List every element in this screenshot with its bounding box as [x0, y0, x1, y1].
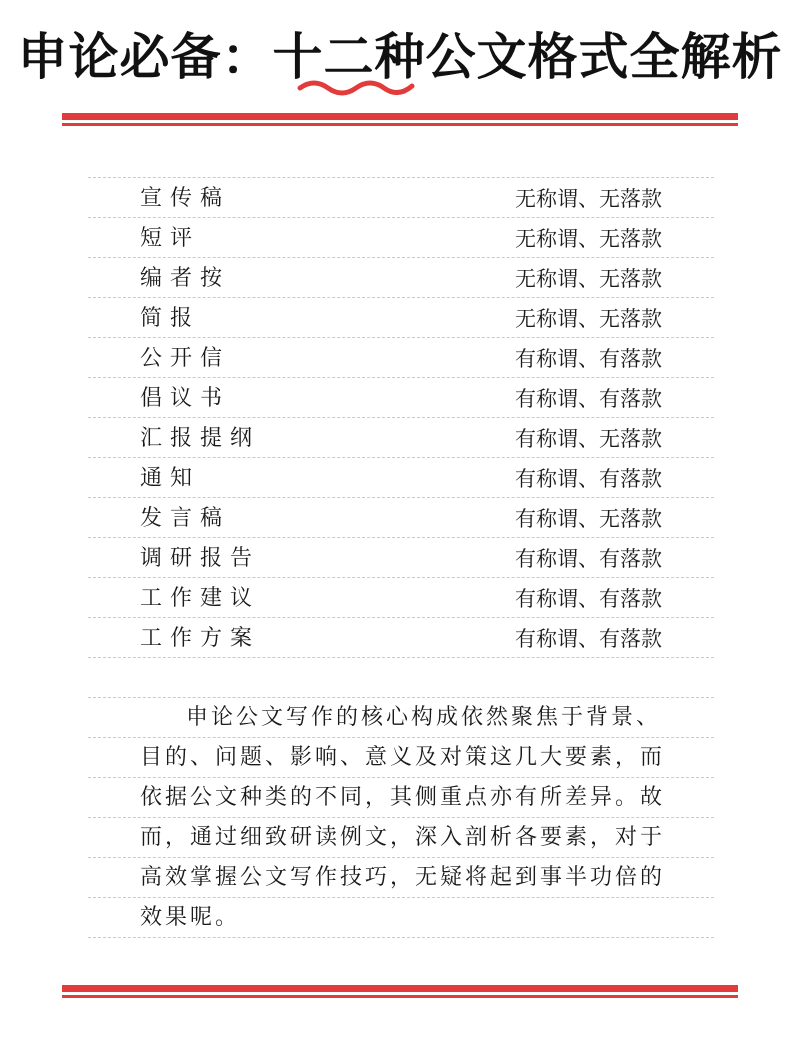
- format-name: 短评: [140, 226, 201, 251]
- dotted-rule: [88, 817, 714, 818]
- format-rule: 有称谓、无落款: [515, 507, 662, 531]
- format-rule: 有称谓、有落款: [515, 467, 662, 491]
- format-row: [88, 177, 714, 217]
- format-name: 简报: [140, 306, 201, 331]
- format-rule: 有称谓、有落款: [515, 387, 662, 411]
- format-name: 工作建议: [140, 586, 261, 611]
- format-name: 汇报提纲: [140, 426, 261, 451]
- format-rule: 有称谓、有落款: [515, 547, 662, 571]
- format-name: 调研报告: [140, 546, 261, 571]
- format-rule: 有称谓、有落款: [515, 627, 662, 651]
- format-row: [88, 577, 714, 617]
- page-title: 申论必备：十二种公文格式全解析: [17, 28, 783, 86]
- format-name: 宣传稿: [140, 186, 231, 211]
- format-rule: 无称谓、无落款: [515, 187, 662, 211]
- dotted-rule: [88, 737, 714, 738]
- format-rule: 无称谓、无落款: [515, 227, 662, 251]
- format-rule: 无称谓、无落款: [515, 267, 662, 291]
- format-row: [88, 457, 714, 497]
- paragraph-line: 依据公文种类的不同，其侧重点亦有所差异。故: [140, 785, 666, 810]
- format-row: [88, 537, 714, 577]
- dotted-rule: [88, 897, 714, 898]
- format-rule: 无称谓、无落款: [515, 307, 662, 331]
- dotted-rule: [88, 857, 714, 858]
- format-name: 公开信: [140, 346, 231, 371]
- format-name: 倡议书: [140, 386, 231, 411]
- paragraph-line: 效果呢。: [140, 905, 241, 930]
- title-underline-squiggle: [296, 76, 416, 98]
- format-row: [88, 337, 714, 377]
- top-red-rule: [62, 113, 738, 126]
- format-name: 发言稿: [140, 506, 231, 531]
- paragraph-line: 申论公文写作的核心构成依然聚焦于背景、: [186, 705, 662, 730]
- paragraph-line: 而，通过细致研读例文，深入剖析各要素，对于: [140, 825, 666, 850]
- format-row: [88, 377, 714, 417]
- format-row: [88, 497, 714, 537]
- format-rule: 有称谓、无落款: [515, 427, 662, 451]
- dotted-rule: [88, 937, 714, 938]
- format-row: [88, 257, 714, 297]
- format-row: [88, 217, 714, 257]
- bottom-red-rule: [62, 985, 738, 998]
- format-row: [88, 417, 714, 457]
- format-name: 编者按: [140, 266, 231, 291]
- dotted-rule: [88, 697, 714, 698]
- format-rule: 有称谓、有落款: [515, 347, 662, 371]
- dotted-rule: [88, 777, 714, 778]
- format-row: [88, 617, 714, 657]
- format-row: [88, 297, 714, 337]
- format-name: 通知: [140, 466, 201, 491]
- paragraph-line: 高效掌握公文写作技巧，无疑将起到事半功倍的: [140, 865, 666, 890]
- format-name: 工作方案: [140, 626, 261, 651]
- paragraph-line: 目的、问题、影响、意义及对策这几大要素，而: [140, 745, 666, 770]
- format-rule: 有称谓、有落款: [515, 587, 662, 611]
- dotted-rule: [88, 657, 714, 658]
